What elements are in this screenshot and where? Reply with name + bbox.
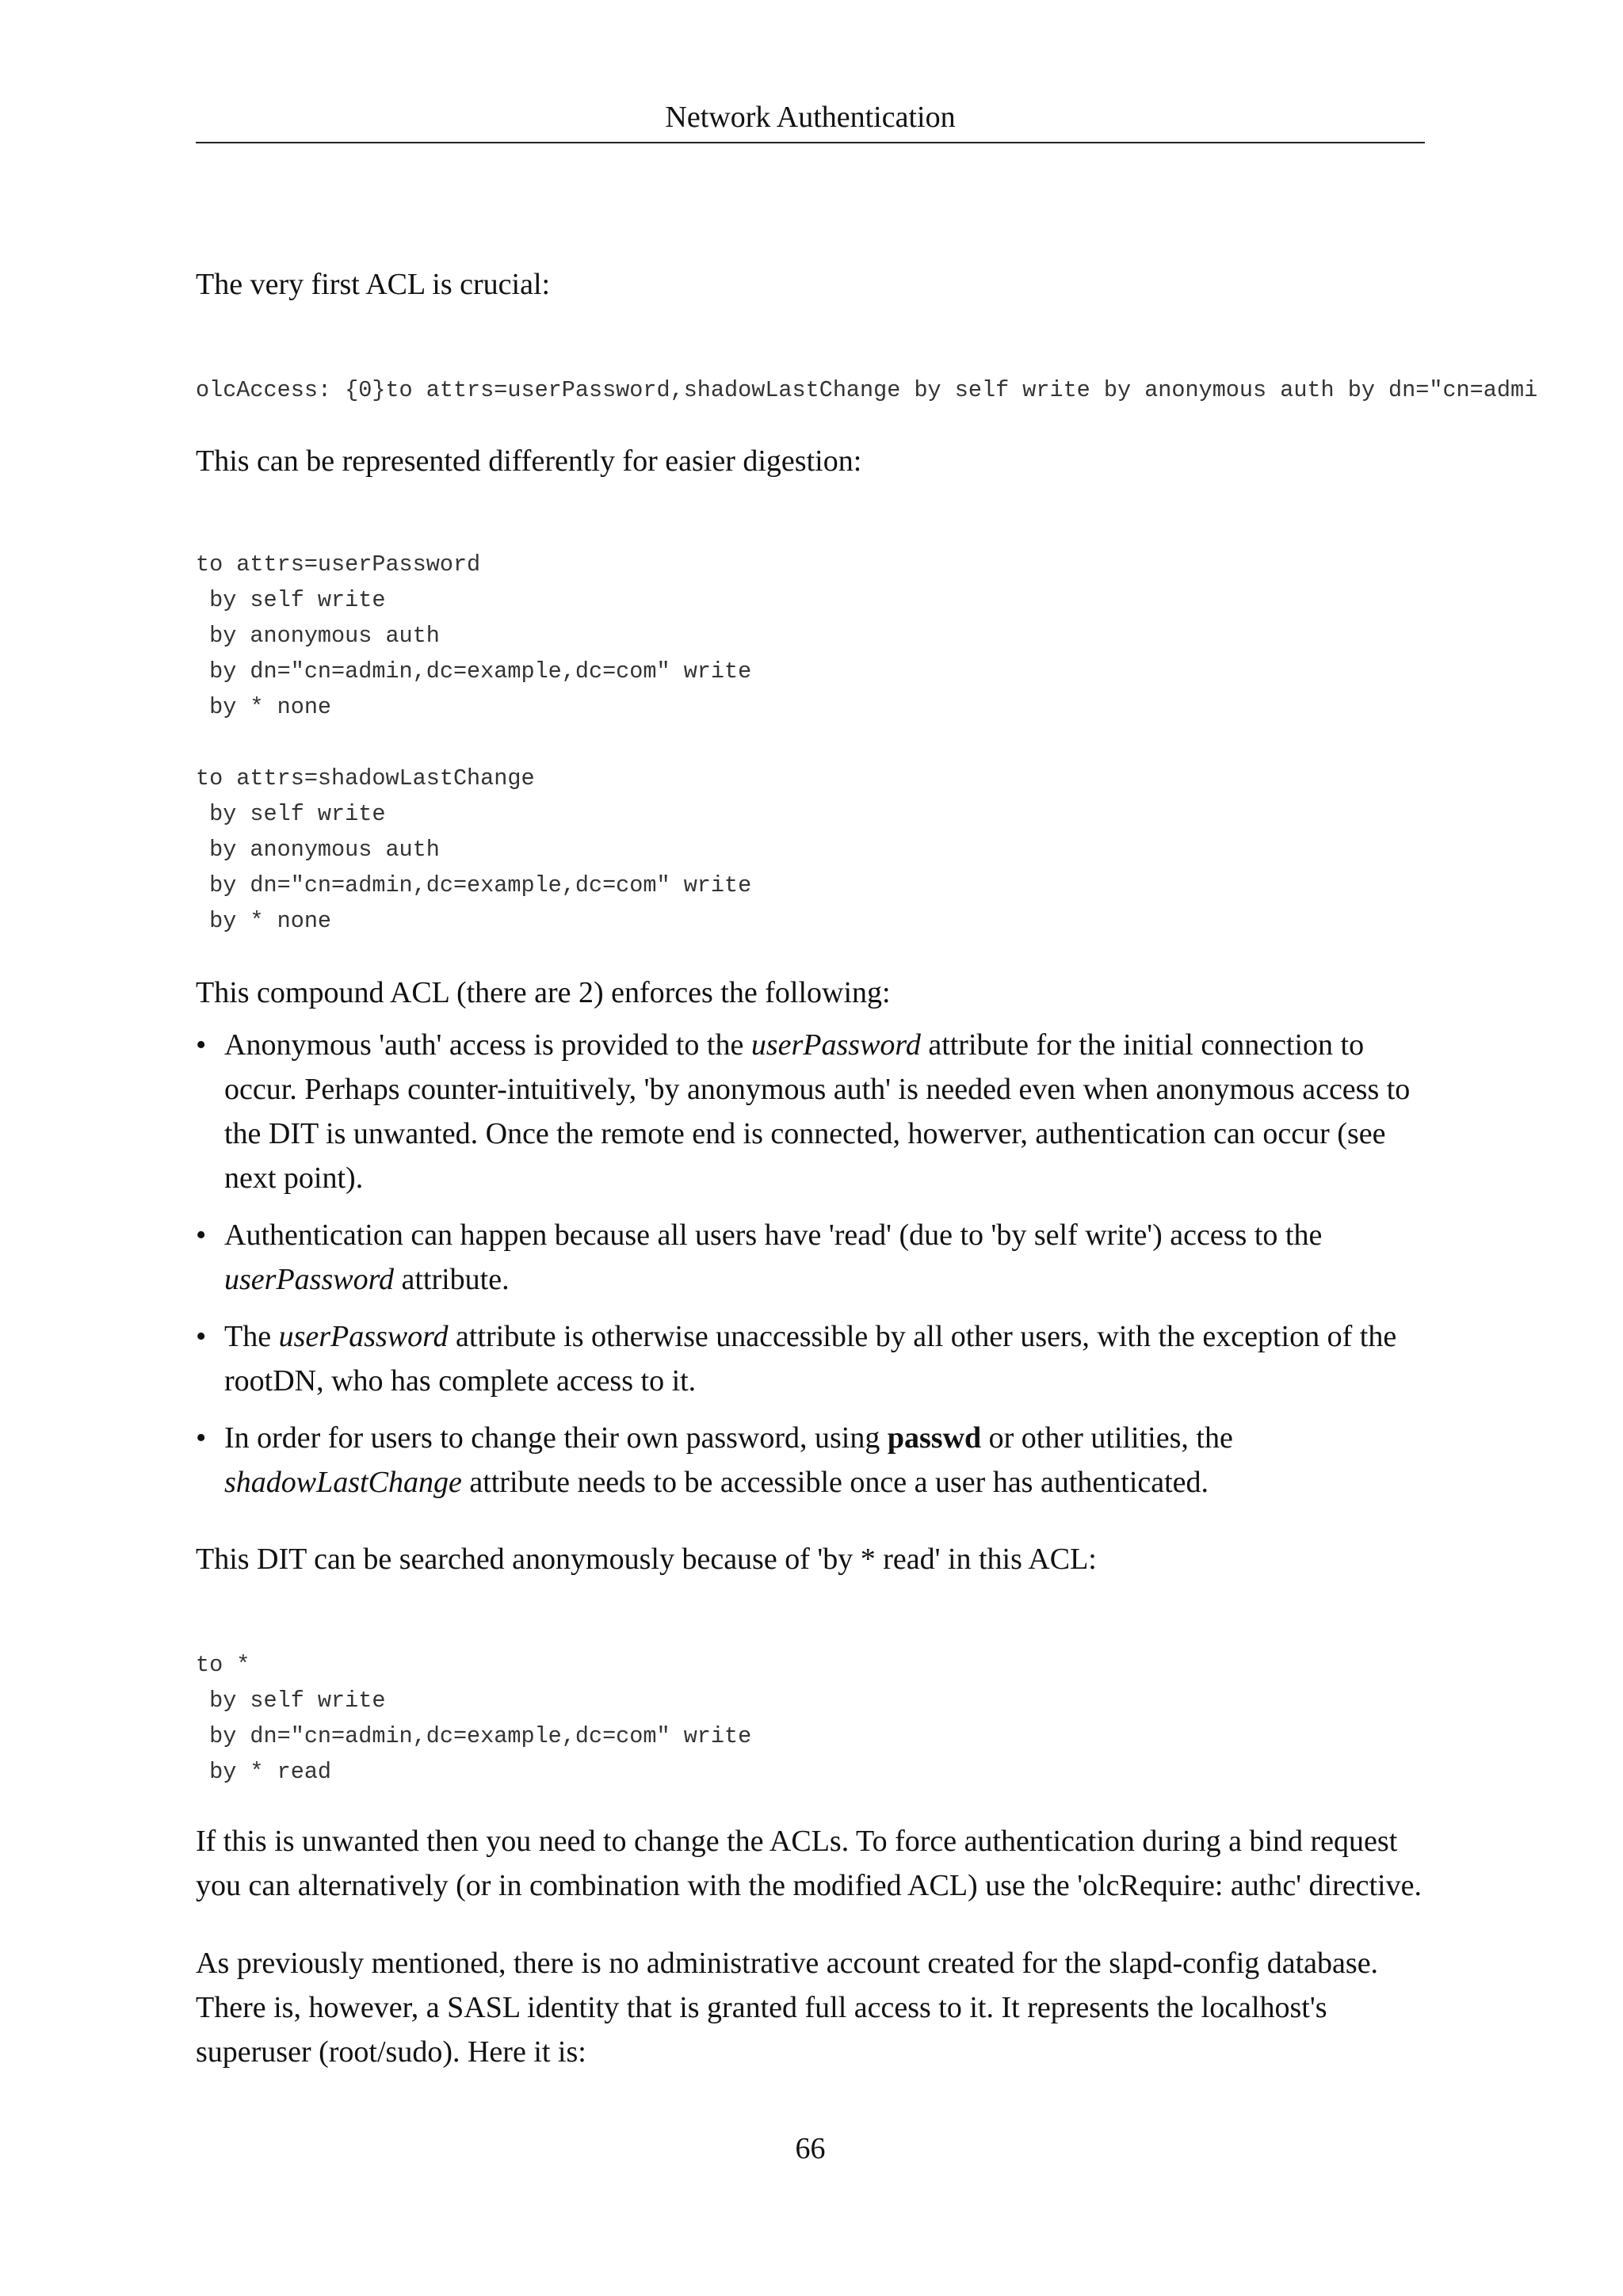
list-item bbox=[196, 1213, 1432, 1302]
acl-code-block-2 bbox=[196, 1647, 1623, 1790]
item-text: or other utilities, the bbox=[981, 1421, 1233, 1455]
code-line: by dn="cn=admin,dc=example,dc=com" write bbox=[196, 872, 752, 898]
header-rule bbox=[196, 142, 1425, 143]
code-line: by dn="cn=admin,dc=example,dc=com" write bbox=[196, 658, 752, 685]
item-text: The bbox=[224, 1320, 279, 1353]
running-header: Network Authentication bbox=[665, 101, 956, 134]
code-line: to attrs=userPassword bbox=[196, 551, 481, 578]
code-line: by anonymous auth bbox=[196, 623, 440, 649]
compound-paragraph: This compound ACL (there are 2) enforces the following: bbox=[196, 976, 891, 1009]
code-line: by self write bbox=[196, 801, 386, 827]
acl-code-block-1 bbox=[196, 547, 1623, 939]
code-line: by self write bbox=[196, 587, 386, 613]
list-item bbox=[196, 1023, 1432, 1200]
item-text: Authentication can happen because all users have 'read' (due to 'by self write') access to the bbox=[224, 1219, 1323, 1252]
code-line bbox=[196, 725, 1623, 761]
item-text: Anonymous 'auth' access is provided to the bbox=[224, 1028, 751, 1062]
attribute-name: userPassword bbox=[750, 1028, 921, 1062]
enforcement-list bbox=[196, 1023, 1432, 1517]
code-line: by self write bbox=[196, 1688, 386, 1714]
code-line: olcAccess: {0}to attrs=userPassword,shadowLastChange by self write by anonymous auth by dn="cn=admi bbox=[196, 377, 1538, 403]
bullet-mark: • bbox=[196, 1421, 207, 1455]
code-line: to attrs=shadowLastChange bbox=[196, 765, 535, 791]
code-line: by anonymous auth bbox=[196, 837, 440, 863]
code-line: by dn="cn=admin,dc=example,dc=com" write bbox=[196, 1723, 752, 1749]
bullet-mark: • bbox=[196, 1219, 207, 1252]
representation-paragraph: This can be represented differently for easier digestion: bbox=[196, 444, 862, 478]
code-line: to * bbox=[196, 1652, 250, 1678]
code-line: by * none bbox=[196, 694, 332, 720]
code-line: by * read bbox=[196, 1759, 332, 1785]
bullet-mark: • bbox=[196, 1028, 207, 1062]
unwanted-paragraph: If this is unwanted then you need to change the ACLs. To force authentication during a bind request you can alternatively (or in combination with the modified ACL) use the 'olcRequire: authc' directive. bbox=[196, 1825, 1422, 1902]
attribute-name: userPassword bbox=[224, 1263, 394, 1296]
code-line: by * none bbox=[196, 908, 332, 934]
list-item bbox=[196, 1416, 1432, 1505]
acl-line-code bbox=[196, 372, 1623, 408]
item-text: attribute. bbox=[393, 1263, 510, 1296]
item-text: attribute is otherwise unaccessible by all other users, with the exception of the rootDN, who has complete access to it. bbox=[224, 1320, 1397, 1398]
attribute-name: userPassword bbox=[278, 1320, 449, 1353]
item-text: attribute for the initial connection to occur. Perhaps counter-intuitively, 'by anonymous auth' is needed even when anonymous access to the DIT is unwanted. Once the remote end is connected, howerver, authentication can occur (see next point). bbox=[224, 1028, 1411, 1195]
intro-paragraph: The very first ACL is crucial: bbox=[196, 268, 551, 301]
search-paragraph: This DIT can be searched anonymously because of 'by * read' in this ACL: bbox=[196, 1543, 1097, 1576]
item-text: attribute needs to be accessible once a user has authenticated. bbox=[461, 1466, 1209, 1499]
previously-paragraph: As previously mentioned, there is no administrative account created for the slapd-config database. There is, however, a SASL identity that is granted full access to it. It represents the localhost's superuser (root/sudo). Here it is: bbox=[196, 1947, 1379, 2069]
list-item bbox=[196, 1314, 1432, 1403]
page-number: 66 bbox=[795, 2132, 826, 2165]
attribute-name: shadowLastChange bbox=[224, 1466, 462, 1499]
command-name: passwd bbox=[887, 1421, 982, 1455]
bullet-mark: • bbox=[196, 1320, 207, 1353]
item-text: In order for users to change their own password, using bbox=[224, 1421, 888, 1455]
